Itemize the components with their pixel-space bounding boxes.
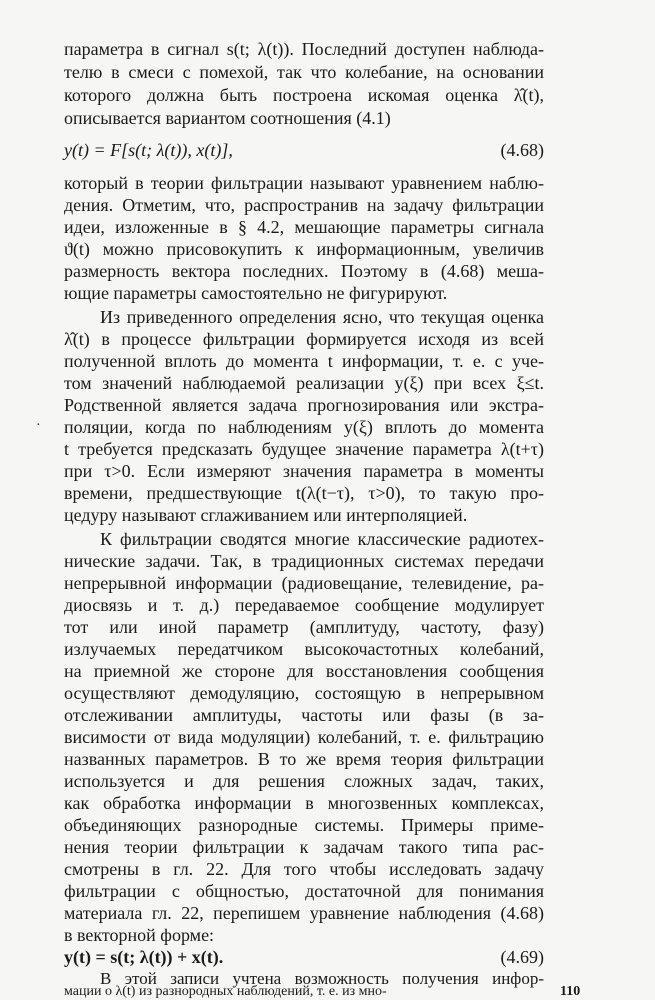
text-line: смотрены в гл. 22. Для того чтобы исследовать задачу: [64, 859, 544, 879]
text-line: мации о λ(t) из разнородных наблюдений, т. е. из мно-: [64, 984, 387, 999]
equation-4-69: [64, 946, 544, 968]
page-number: 110: [560, 984, 581, 999]
text-line: поляции, когда по наблюдениям y(ξ) вплоть до момента: [64, 417, 544, 437]
text-line: К фильтрации сводятся многие классические радиотех-: [100, 529, 544, 549]
text-line: цедуру называют сглаживанием или интерполяцией.: [64, 505, 468, 525]
text-line: полученной вплоть до момента t информации, т. е. с уче-: [64, 351, 544, 371]
text-line: висимости от вида модуляции) колебаний, т. е. фильтрацию: [64, 727, 544, 747]
text-line: телю в смеси с помехой, так что колебание, на основании: [64, 62, 544, 82]
text-line: Родственной является задача прогнозирования или экстра-: [64, 395, 544, 415]
text-line: которого должна быть построена искомая оценка λ̂(t),: [64, 85, 544, 105]
margin-mark: ·: [36, 418, 41, 433]
text-line: используется и для решения сложных задач, таких,: [64, 771, 544, 791]
text-line: который в теории фильтрации называют уравнением наблю-: [64, 173, 544, 193]
text-line: на приемной же стороне для восстановления сообщения: [64, 661, 544, 681]
text-line: диосвязь и т. д.) передаваемое сообщение модулирует: [64, 595, 544, 615]
text-line: описывается вариантом соотношения (4.1): [64, 108, 391, 128]
equation-4-68: [64, 139, 544, 161]
equation-expression: y(t) = s(t; λ(t)) + x(t).: [64, 947, 224, 967]
equation-number: (4.69): [500, 947, 544, 967]
text-line: размерность вектора последних. Поэтому в (4.68) меша-: [64, 261, 544, 281]
text-line: том значений наблюдаемой реализации y(ξ) при всех ξ≤t.: [64, 373, 544, 393]
text-line: в векторной форме:: [64, 925, 215, 945]
text-line: В этой записи учтена возможность получения инфор-: [100, 969, 544, 988]
text-line: непрерывной информации (радиовещание, телевидение, ра-: [64, 573, 544, 593]
equation-number: (4.68): [500, 140, 544, 160]
text-line: дения. Отметим, что, распространив на задачу фильтрации: [64, 195, 544, 215]
text-line: осуществляют демодуляцию, состоящую в непрерывном: [64, 683, 544, 703]
text-line: Из приведенного определения ясно, что текущая оценка: [100, 307, 544, 327]
text-line: параметра в сигнал s(t; λ(t)). Последний доступен наблюда-: [64, 39, 544, 59]
text-line: ющие параметры самостоятельно не фигурируют.: [64, 283, 448, 303]
text-line: времени, предшествующие t(λ(t−τ), τ>0), то такую про-: [64, 483, 544, 503]
text-line: нические задачи. Так, в традиционных системах передачи: [64, 551, 544, 571]
text-line: λ̂(t) в процессе фильтрации формируется исходя из всей: [64, 329, 544, 349]
text-line: излучаемых передатчиком высокочастотных колебаний,: [64, 639, 544, 659]
text-line: отслеживании амплитуды, частоты или фазы (в за-: [64, 705, 544, 725]
text-line: нения теории фильтрации к задачам такого типа рас-: [64, 837, 544, 857]
text-line: идеи, изложенные в § 4.2, мешающие параметры сигнала: [64, 217, 544, 237]
text-line: материала гл. 22, перепишем уравнение наблюдения (4.68): [64, 903, 544, 923]
text-line: при τ>0. Если измеряют значения параметра в моменты: [64, 461, 544, 481]
text-line: ϑ(t) можно присовокупить к информационным, увеличив: [64, 239, 544, 259]
text-line: фильтрации с общностью, достаточной для понимания: [64, 881, 544, 901]
text-line: тот или иной параметр (амплитуду, частоту, фазу): [64, 617, 544, 637]
text-line: объединяющих разнородные системы. Примеры приме-: [64, 815, 544, 835]
text-line: названных параметров. В то же время теория фильтрации: [64, 749, 544, 769]
equation-expression: y(t) = F[s(t; λ(t)), x(t)],: [64, 140, 233, 160]
text-line: как обработка информации в многозвенных комплексах,: [64, 793, 544, 813]
text-line: t требуется предсказать будущее значение параметра λ(t+τ): [64, 439, 544, 459]
